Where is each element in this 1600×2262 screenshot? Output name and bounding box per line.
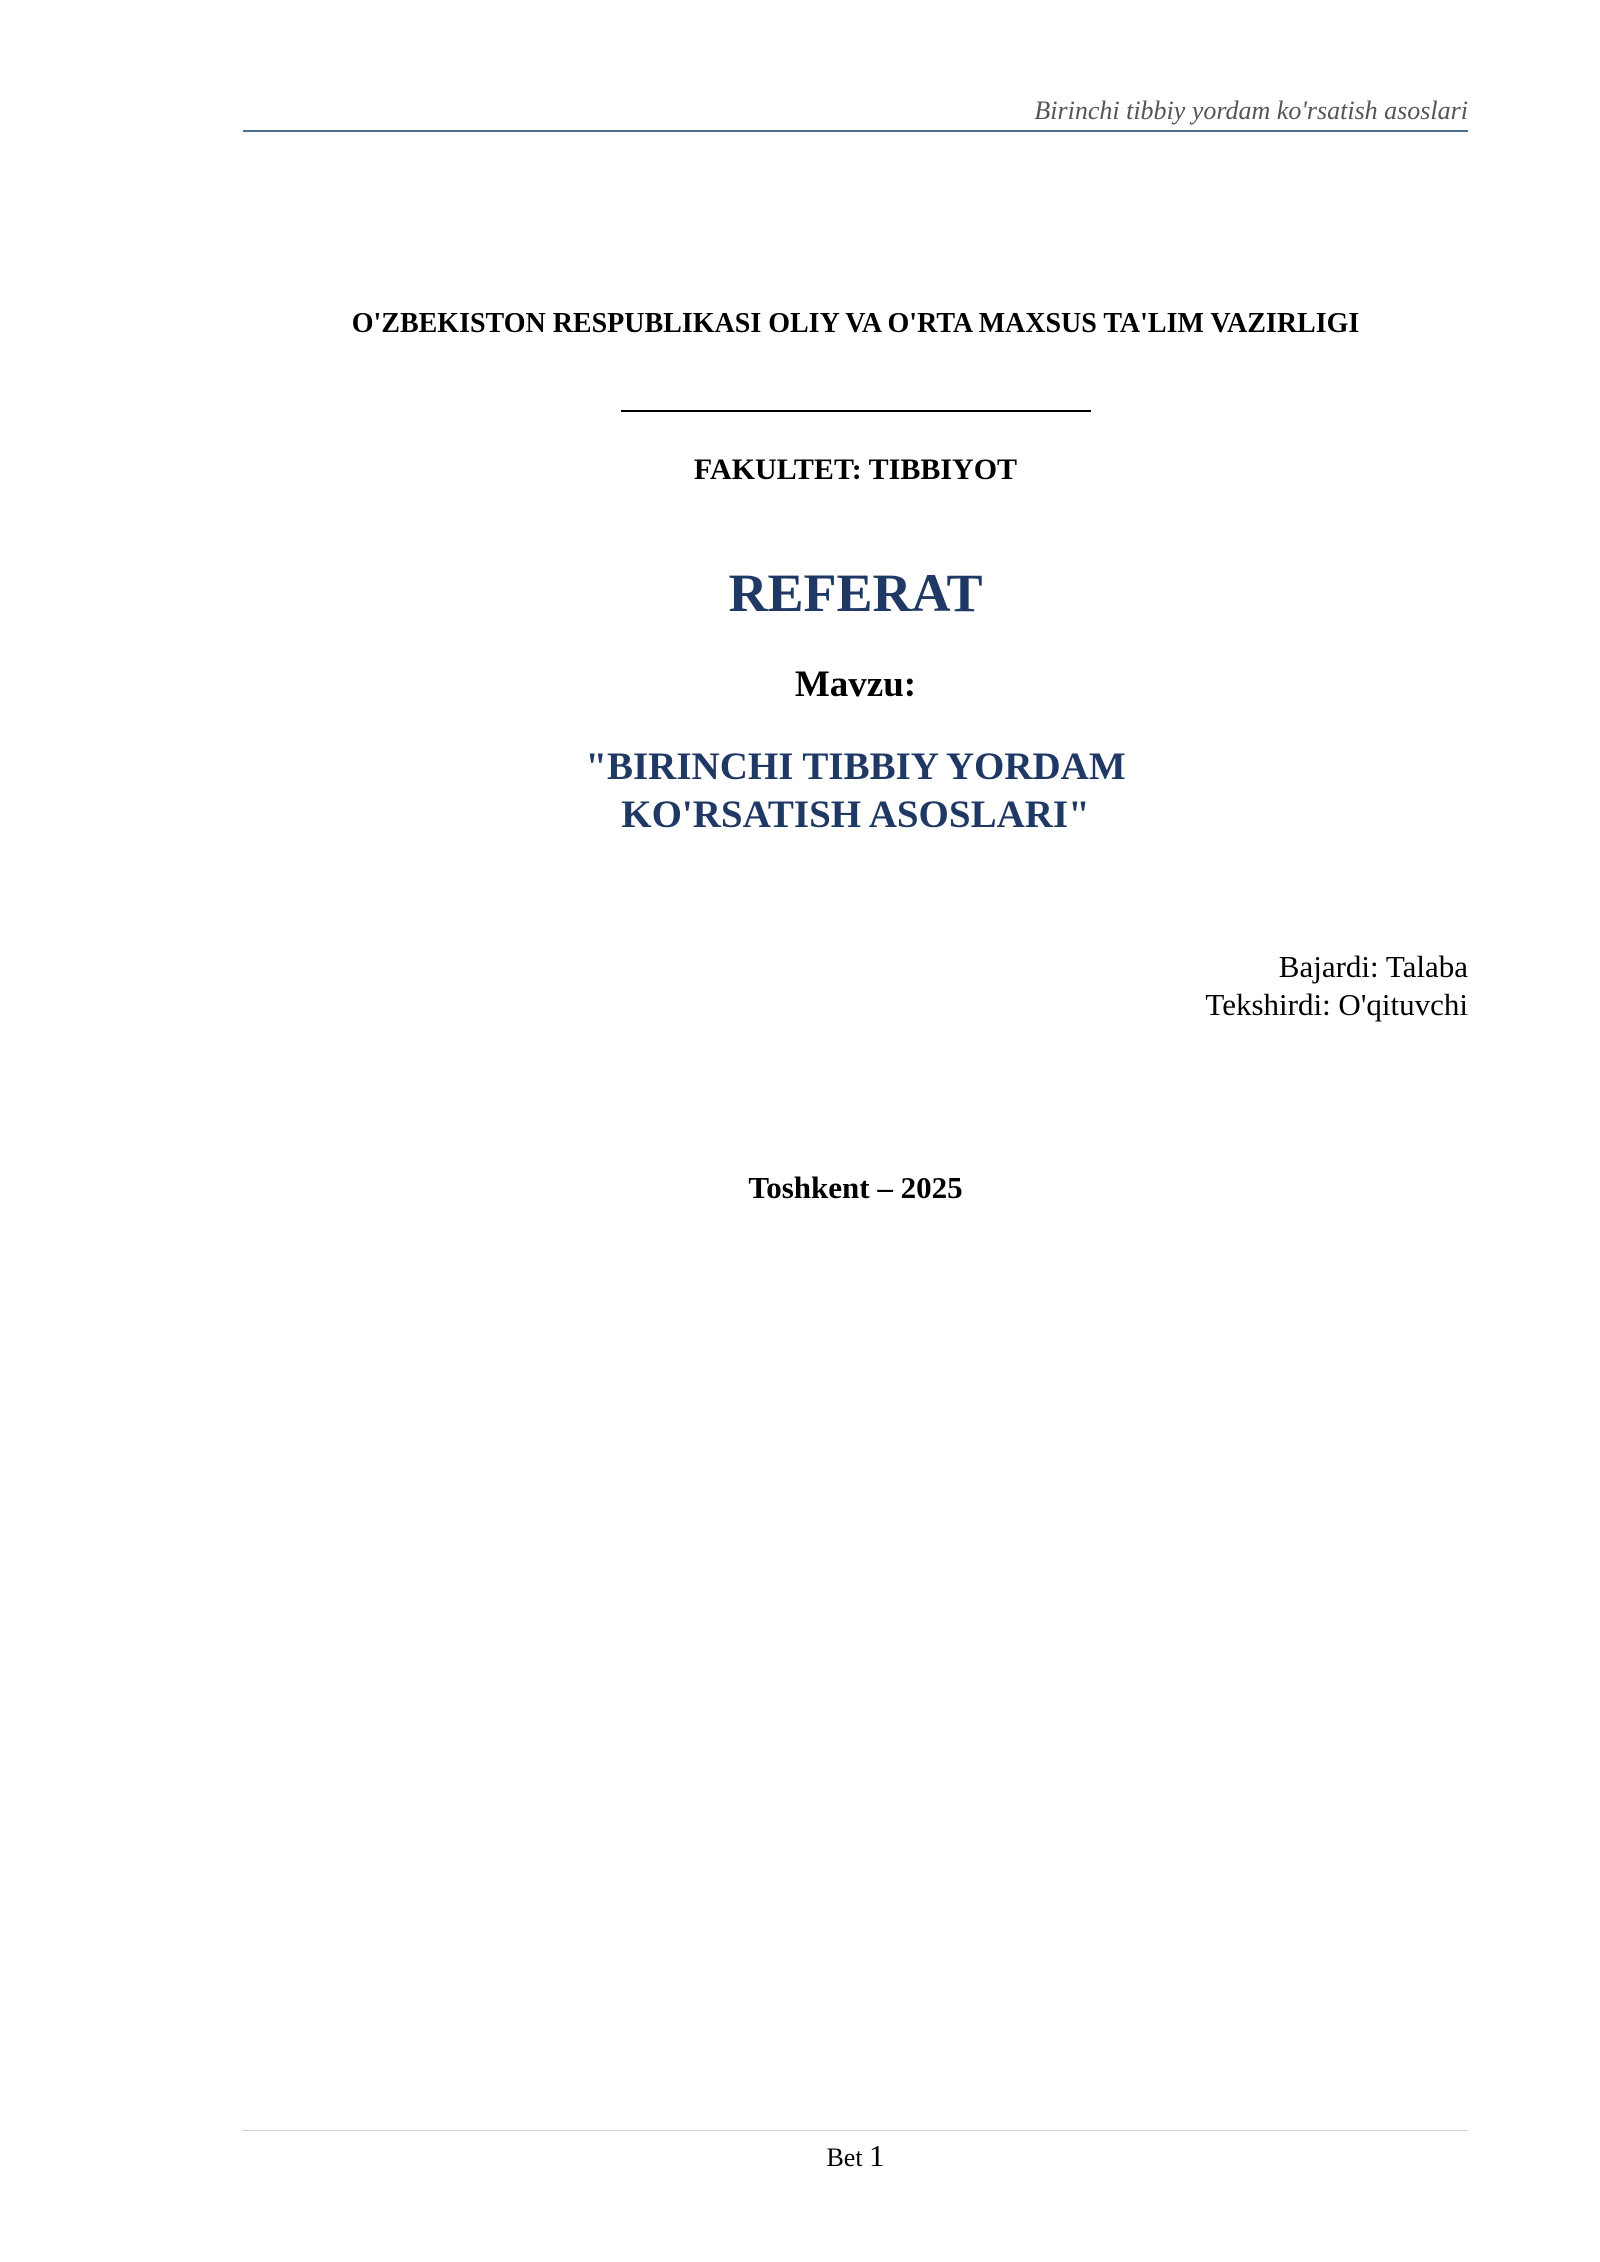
topic-title-line-2: KO'RSATISH ASOSLARI" — [621, 793, 1090, 836]
page-number: 1 — [869, 2138, 885, 2173]
performed-by: Bajardi: Talaba — [1278, 949, 1468, 984]
document-type-title: REFERAT — [728, 563, 983, 623]
running-header: Birinchi tibbiy yordam ko'rsatish asoslari — [1034, 96, 1468, 125]
faculty-name: FAKULTET: TIBBIYOT — [693, 453, 1018, 486]
page-footer — [243, 2138, 1468, 2174]
ministry-name: O'ZBEKISTON RESPUBLIKASI OLIY VA O'RTA MAXSUS TA'LIM VAZIRLIGI — [351, 308, 1360, 339]
signature-block — [1205, 948, 1468, 1024]
page-label: Bet — [826, 2143, 870, 2172]
footer-divider — [243, 2130, 1468, 2131]
header-divider — [243, 130, 1468, 132]
topic-title-line-1: "BIRINCHI TIBBIY YORDAM — [585, 745, 1126, 788]
topic-title — [243, 743, 1468, 839]
blank-underline — [621, 410, 1091, 412]
topic-label: Mavzu: — [794, 664, 917, 705]
city-and-year: Toshkent – 2025 — [748, 1170, 963, 1205]
checked-by: Tekshirdi: O'qituvchi — [1205, 987, 1468, 1022]
